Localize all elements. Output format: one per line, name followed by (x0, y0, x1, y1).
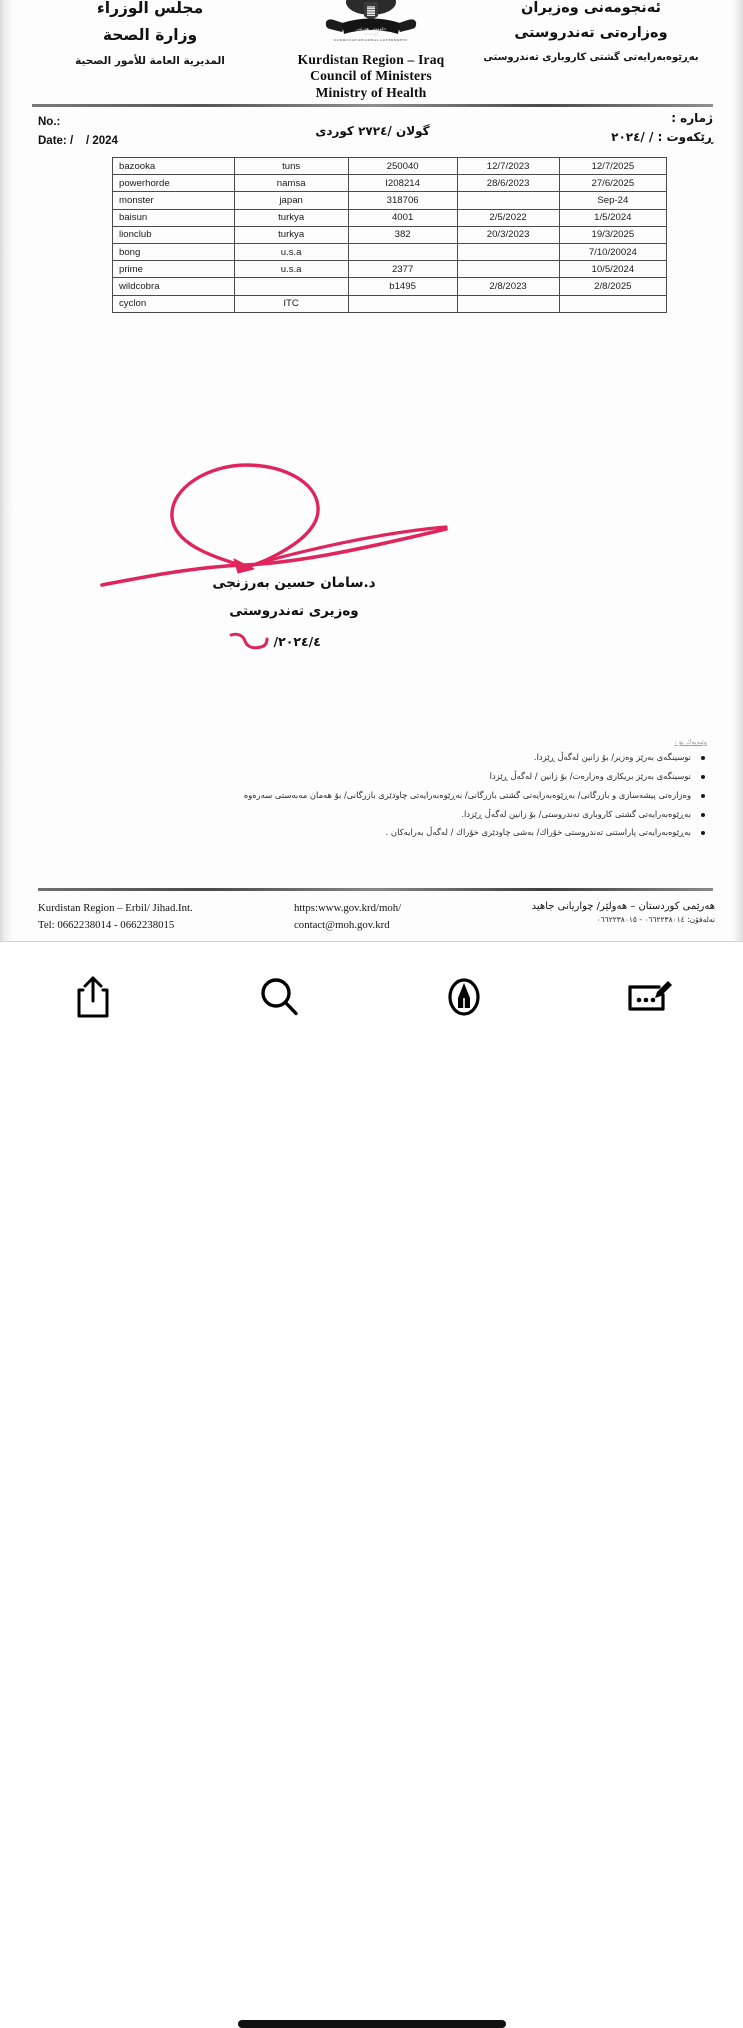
arabic-line-1: مجلس الوزراء (96, 0, 204, 17)
cell-name: lionclub (113, 226, 235, 243)
home-indicator[interactable] (238, 2020, 506, 2028)
cell-name: cyclon (113, 295, 235, 312)
cell-qty (348, 295, 457, 312)
cell-date2: 7/10/20024 (559, 243, 666, 260)
cc-list (67, 752, 707, 839)
table-row (113, 261, 667, 278)
list-item: نوسینگەی بەرێز وەزیر/ بۆ زانین لەگەڵ ڕێزدا. (67, 752, 707, 763)
cell-date1: 2/5/2022 (457, 209, 559, 226)
cell-date2: 10/5/2024 (559, 261, 666, 278)
signatory-title: وەزیری تەندروستی (229, 603, 359, 619)
cell-name: prime (113, 261, 235, 278)
signature-date-mark-icon (227, 631, 269, 651)
cell-qty: 318706 (348, 192, 457, 209)
english-line-1: Kurdistan Region – Iraq (297, 52, 445, 67)
table-row (113, 175, 667, 192)
footer-tel-ku: تەلەفۆن: ٠٦٦٢٢٣٨٠١٤ - ٠٦٦٢٢٣٨٠١٥ (596, 915, 715, 924)
no-label: No.: (38, 116, 61, 128)
letterhead (16, 0, 729, 100)
letterhead-kurdish (457, 0, 725, 64)
cell-name: wildcobra (113, 278, 235, 295)
svg-text:حكومةتى هةريَمى: حكومةتى هةريَمى (355, 26, 387, 31)
cell-date1 (457, 192, 559, 209)
items-table-body (113, 158, 667, 313)
footer-address-ku: هەرێمی کوردستان – هەولێر/ چواریانی جاهید (531, 901, 715, 912)
signatory-name: د.سامان حسین بەرزنجی (212, 575, 376, 591)
kurdish-line-2: وەزارەتی تەندروستی (514, 24, 668, 41)
english-line-2: Council of Ministers (310, 68, 432, 84)
cell-date1: 28/6/2023 (457, 175, 559, 192)
cell-date2: 2/8/2025 (559, 278, 666, 295)
cell-qty: b1495 (348, 278, 457, 295)
list-item: نوسینگەی بەرێز بریکاری وەزارەت/ بۆ زانین / لەگەڵ ڕێزدا (67, 771, 707, 782)
cell-origin: u.s.a (234, 243, 348, 260)
table-row (113, 295, 667, 312)
cell-qty: 250040 (348, 158, 457, 175)
cell-origin (234, 278, 348, 295)
kurdish-line-3: بەڕێوەبەرایەتی گشتی کاروباری تەندروستی (483, 52, 699, 64)
cell-origin: namsa (234, 175, 348, 192)
letterhead-arabic (34, 0, 266, 67)
cell-qty: 4001 (348, 209, 457, 226)
document-page[interactable] (0, 0, 743, 941)
table-row (113, 192, 667, 209)
footer-website[interactable]: https:www.gov.krd/moh/ (294, 902, 402, 914)
cc-list-block (67, 738, 707, 846)
cell-date2: 12/7/2025 (559, 158, 666, 175)
cell-origin: turkya (234, 226, 348, 243)
number-label-kurdish: ژماره : (671, 111, 713, 125)
cell-date1 (457, 243, 559, 260)
document-meta (16, 107, 729, 151)
cell-origin: japan (234, 192, 348, 209)
cell-origin: ITC (234, 295, 348, 312)
items-table-wrapper (112, 157, 667, 313)
cell-date2: 19/3/2025 (559, 226, 666, 243)
table-row (113, 243, 667, 260)
markup-icon (443, 974, 485, 1020)
handwritten-signature-icon (94, 455, 474, 655)
english-line-3: Ministry of Health (315, 84, 427, 100)
meta-right (611, 109, 713, 147)
svg-text:كوردستان: كوردستان (363, 31, 379, 36)
bottom-toolbar (0, 941, 743, 1101)
table-row (113, 278, 667, 295)
cell-date2: Sep-24 (559, 192, 666, 209)
table-row (113, 158, 667, 175)
cell-qty (348, 243, 457, 260)
footer-address-en: Kurdistan Region – Erbil/ Jihad.Int. (38, 902, 193, 914)
list-item: بەڕێوەبەرایەتی پاراستنی تەندروستی خۆراك/ بەشی چاودێری خۆراك / لەگەڵ بەرایەکان . (67, 827, 707, 838)
kurdish-calendar-date: گولان /٢٧٢٤ کوردی (315, 124, 430, 138)
cell-origin: u.s.a (234, 261, 348, 278)
date-row-kurdish: ڕێکەوت : / /٢٠٢٤ (611, 130, 713, 145)
markup-button[interactable] (372, 942, 558, 1052)
items-table (112, 157, 667, 313)
toolbar-buttons (0, 942, 743, 1052)
share-button[interactable] (0, 942, 186, 1052)
cell-date1 (457, 261, 559, 278)
annotate-icon (625, 975, 675, 1019)
footer-center (294, 900, 494, 933)
cell-qty: 382 (348, 226, 457, 243)
cell-origin: tuns (234, 158, 348, 175)
cell-date1: 12/7/2023 (457, 158, 559, 175)
footer-divider (38, 888, 713, 891)
footer-right (485, 899, 715, 925)
document-footer (16, 896, 729, 940)
cell-name: bazooka (113, 158, 235, 175)
list-item: بەڕێوەبەرایەتی گشتی کاروباری تەندروستی/ بۆ زانین لەگەڵ ڕێزدا. (67, 809, 707, 820)
cell-name: powerhorde (113, 175, 235, 192)
arabic-line-2: وزارة الصحة (102, 25, 198, 44)
share-icon (74, 974, 112, 1020)
cell-date1: 2/8/2023 (457, 278, 559, 295)
cc-heading: وێنەیەك بۆ : (674, 738, 707, 746)
table-row (113, 209, 667, 226)
date-label: Date: / / 2024 (38, 134, 118, 147)
arabic-line-3: المديرية العامة للأمور الصحية (75, 54, 225, 67)
cell-origin: turkya (234, 209, 348, 226)
cell-date1 (457, 295, 559, 312)
cell-date1: 20/3/2023 (457, 226, 559, 243)
cell-date2 (559, 295, 666, 312)
signature-date: ٢٠٢٤/٤/ (174, 631, 374, 651)
kurdish-line-1: ئەنجومەنی وەزیران (521, 0, 661, 16)
annotate-button[interactable] (557, 942, 743, 1052)
footer-left (38, 900, 193, 933)
search-button[interactable] (186, 942, 372, 1052)
cell-qty: I208214 (348, 175, 457, 192)
kurdistan-emblem-icon (312, 0, 430, 52)
cell-name: baisun (113, 209, 235, 226)
table-row (113, 226, 667, 243)
footer-tel: Tel: 0662238014 - 0662238015 (38, 918, 175, 931)
cell-name: bong (113, 243, 235, 260)
cell-name: monster (113, 192, 235, 209)
list-item: وەزارەتی پیشەسازی و بازرگانی/ بەڕێوەبەرایەتی گشتی بازرگانی/ بەڕێوەبەرایەتی چاودێری بازرگانی/ بۆ هەمان مەبەستی سەرەوە (67, 790, 707, 801)
signature-block (94, 455, 474, 685)
cell-qty: 2377 (348, 261, 457, 278)
svg-text:KURDISTAN REGIONAL GOVERNMENT: KURDISTAN REGIONAL GOVERNMENT (334, 38, 408, 42)
cell-date2: 1/5/2024 (559, 209, 666, 226)
letterhead-english (271, 0, 471, 101)
footer-email[interactable]: contact@moh.gov.krd (294, 918, 390, 931)
search-icon (258, 975, 300, 1019)
cell-date2: 27/6/2025 (559, 175, 666, 192)
